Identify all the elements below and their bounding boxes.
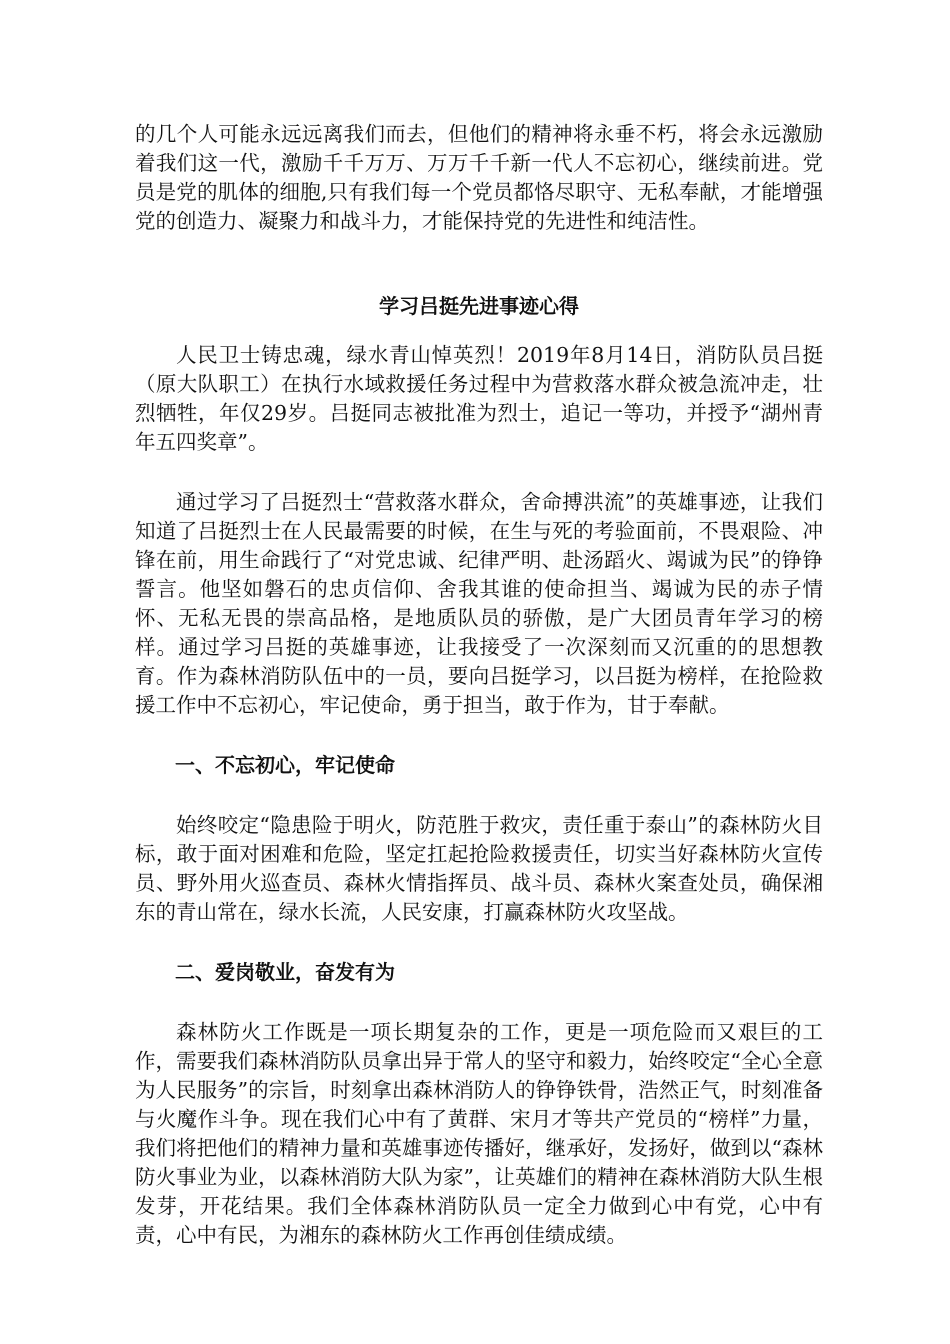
- section-heading-block-1: [135, 751, 823, 780]
- title-block: [135, 292, 823, 321]
- section-heading-block-2: [135, 958, 823, 987]
- body-paragraph-2: 通过学习了吕挺烈士“营救落水群众，舍命搏洪流”的英雄事迹，让我们知道了吕挺烈士在人民最需要的时候，在生与死的考验面前，不畏艰险、冲锋在前，用生命践行了“对党忠诚、纪律严明、赴汤蹈火、竭诚为民”的铮铮誓言。他坚如磐石的忠贞信仰、舍我其谁的使命担当、竭诚为民的赤子情怀、无私无畏的崇高品格，是地质队员的骄傲，是广大团员青年学习的榜样。通过学习吕挺的英雄事迹，让我接受了一次深刻而又沉重的的思想教育。作为森林消防队伍中的一员，要向吕挺学习，以吕挺为榜样，在抢险救援工作中不忘初心，牢记使命，勇于担当，敢于作为，甘于奉献。: [135, 490, 823, 717]
- document-page: [135, 120, 823, 1250]
- document-title: 学习吕挺先进事迹心得: [379, 294, 579, 318]
- section-heading-1: 一、不忘初心，牢记使命: [175, 753, 395, 777]
- body-paragraph-1: 人民卫士铸忠魂，绿水青山悼英烈！2019年8月14日，消防队员吕挺（原大队职工）在执行水域救援任务过程中为营救落水群众被急流冲走，壮烈牺牲，年仅29岁。吕挺同志被批准为烈士，追记一等功，并授予“湖州青年五四奖章”。: [135, 343, 823, 454]
- body-paragraph-3: 始终咬定“隐患险于明火，防范胜于救灾，责任重于泰山”的森林防火目标，敢于面对困难和危险，坚定扛起抢险救援责任，切实当好森林防火宣传员、野外用火巡查员、森林火情指挥员、战斗员、森林火案查处员，确保湘东的青山常在，绿水长流，人民安康，打赢森林防火攻坚战。: [135, 813, 823, 924]
- intro-paragraph: 的几个人可能永远远离我们而去，但他们的精神将永垂不朽，将会永远激励着我们这一代，激励千千万万、万万千千新一代人不忘初心，继续前进。党员是党的肌体的细胞,只有我们每一个党员都恪尽职守、无私奉献，才能增强党的创造力、凝聚力和战斗力，才能保持党的先进性和纯洁性。: [135, 122, 823, 233]
- section-heading-2: 二、爱岗敬业，奋发有为: [175, 960, 395, 984]
- body-paragraph-4: 森林防火工作既是一项长期复杂的工作，更是一项危险而又艰巨的工作，需要我们森林消防队员拿出异于常人的坚守和毅力，始终咬定“全心全意为人民服务”的宗旨，时刻拿出森林消防人的铮铮铁骨，浩然正气，时刻准备与火魔作斗争。现在我们心中有了黄群、宋月才等共产党员的“榜样”力量，我们将把他们的精神力量和英雄事迹传播好，继承好，发扬好，做到以“森林防火事业为业，以森林消防大队为家”，让英雄们的精神在森林消防大队生根发芽，开花结果。我们全体森林消防队员一定全力做到心中有党，心中有责，心中有民，为湘东的森林防火工作再创佳绩成绩。: [135, 1020, 823, 1247]
